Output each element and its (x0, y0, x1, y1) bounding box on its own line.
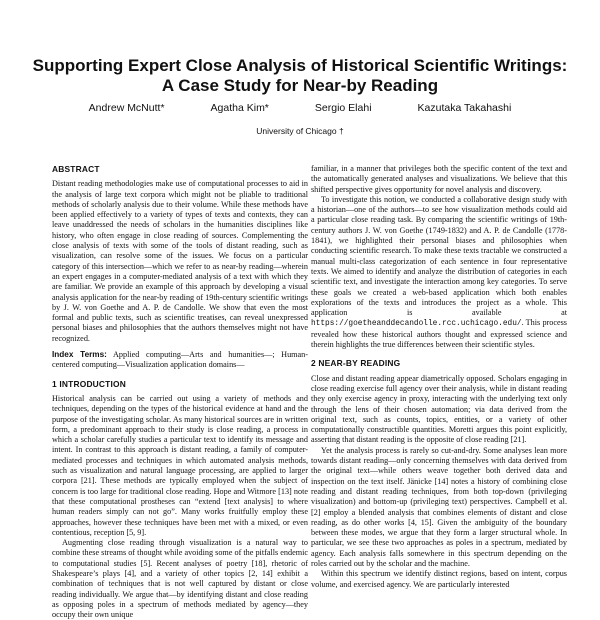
title-line-2: A Case Study for Near-by Reading (161, 76, 439, 95)
abstract-heading: ABSTRACT (52, 164, 100, 174)
index-terms-text: Applied computing—Arts and humanities—; Human-centered computing—Visualization application domains— (52, 350, 308, 370)
intro-paragraph-1: Historical analysis can be carried out using a variety of methods and techniques, depending on the types of the historical evidence at hand and the purpose of the investigating scholar. As many historical sources are in written form, a predominant approach to their study is close reading, a process in which a scholar carefully studies a particular text to identify its message and intent. In contrast to this approach is distant reading, a family of computer-mediated processes and techniques in which automated analysis methods, such as visualization and natural language processing, are applied to larger corpora [21]. These methods are typically employed when the subject of concern is too large for traditional close reading. Hope and Witmore [13] note that these computational prostheses can “extend [text analysis] to where human readers simply can not go”. Many works fruitfully employ these approaches, however these techniques have been met with a mixed, or even contentious, reception [5, 9]. (52, 393, 308, 537)
study-text-end: . This process revealed how these historical authors thought and expressed science and therein highlights the true differences between their scientific styles. (311, 318, 567, 350)
app-url-link[interactable]: https://goetheanddecandolle.rcc.uchicago.edu/ (311, 320, 522, 329)
author: Andrew McNutt* (88, 102, 165, 114)
author: Kazutaka Takahashi (417, 102, 512, 114)
author: Sergio Elahi (314, 102, 372, 114)
body-paragraph-study (311, 195, 567, 350)
index-terms (52, 350, 308, 371)
title-line-1: Supporting Expert Close Analysis of Historical Scientific Writings: (32, 56, 568, 75)
body-paragraph: Close and distant reading appear diametrically opposed. Scholars engaging in close reading exercise full agency over their analysis, while in distant reading they only exercise agency in proxy, interacting with the underlying text only through the lens of their chosen automation; via data derived from the original text, such as counts, topics, entities, or a variety of other computationally constructible quantities. Moretti argues this point explicitly, asserting that distant reading is the opposite of close reading [21]. (311, 373, 567, 445)
abstract-text: Distant reading methodologies make use of computational processes to aid in the analysis of large text corpora which might not be pliable to traditional methods of scholarly analysis due to their volume. While these methods have been applied effectively to a variety of types of texts and contexts, they can leave unaddressed the needs of scholars in the humanities disciplines like history, who often engage in close reading of sources. Complementing the close analysis of texts with some of the tools of distant reading, such as visualization, can resolve some of the issues. We focus on a particular category of this intersection—which we refer to as near-by reading—wherein an expert engages in a computer-mediated analysis of a text with which they are familiar. We provide an example of this approach by developing a visual analysis application for the near-by reading of 19th-century scientific writings by J. W. von Goethe and A. P. de Candolle. We show that even the most formal and public texts, such as scientific treatises, can reveal unexpressed personal biases and philosophies that the authors themselves might not have recognized. (52, 179, 308, 343)
intro-paragraph-2: Augmenting close reading through visualization is a natural way to combine these streams of thought while avoiding some of the pitfalls endemic to computational studies [5]. Recent analyses of poetry [18], rhetoric of Shakespeare’s plays [4], and a variety of other topics [2, 14] exhibit a combination of techniques that is not well captured by distant or close reading individually. We argue that—by identifying distant and close reading as opposing poles in a spectrum of methods mediated by agency—they occupy their own unique (52, 538, 308, 620)
paper-title (30, 56, 570, 96)
body-paragraph: Within this spectrum we identify distinct regions, based on intent, corpus volume, and exercised agency. We are particularly interested (311, 569, 567, 589)
author-list (30, 102, 570, 114)
intro-heading: 1 INTRODUCTION (52, 378, 126, 389)
left-column (52, 164, 308, 620)
right-column (311, 164, 567, 590)
index-terms-label: Index Terms: (52, 350, 107, 360)
body-paragraph: Yet the analysis process is rarely so cut-and-dry. Some analyses lean more towards distant reading—only concerning themselves with data derived from the original text—while others weave together both derived data and inspection on the text itself. Jänicke [14] notes a history of combining close reading and distant reading techniques, from both top-down (privileging visualization) and bottom-up (privileging text) perspectives. Campbell et al. [2] employ a blended analysis that combines elements of distant and close reading, as do other works [4, 15]. Given the ambiguity of the boundary between these modes, we argue that they form a larger structural whole. In particular, we see these two approaches as poles in a spectrum, mediated by agency. Each analysis falls somewhere in this spectrum depending on the roles carried out by the scholar and the machine. (311, 445, 567, 568)
study-text: To investigate this notion, we conducted a collaborative design study with a historian—one of the authors—to see how visualization methods could aid a particular close reading task. By comparing the scientific writings of 19th-century authors J. W. von Goethe (1749-1832) and A. P. de Candolle (1778-1841), we highlighted their personal biases and philosophies when conducting scientific research. To make these texts tractable we constructed a manual multi-class categorization of each sentence in four representative texts. We aimed to identify and analyze the distribution of categories in each scientific text, and investigate the interaction among key categories. To serve these goals we created a web-based application which both enables explorations of the texts and introduces the project as a whole. This application is available at (311, 194, 567, 318)
body-paragraph: familiar, in a manner that privileges both the specific content of the text and the automatically generated analyses and visualizations. We believe that this shifted perspective gives opportunity for novel analysis and discovery. (311, 164, 567, 194)
affiliation: University of Chicago † (256, 126, 344, 136)
author: Agatha Kim* (210, 102, 269, 114)
section-2-heading: 2 NEAR-BY READING (311, 358, 401, 369)
